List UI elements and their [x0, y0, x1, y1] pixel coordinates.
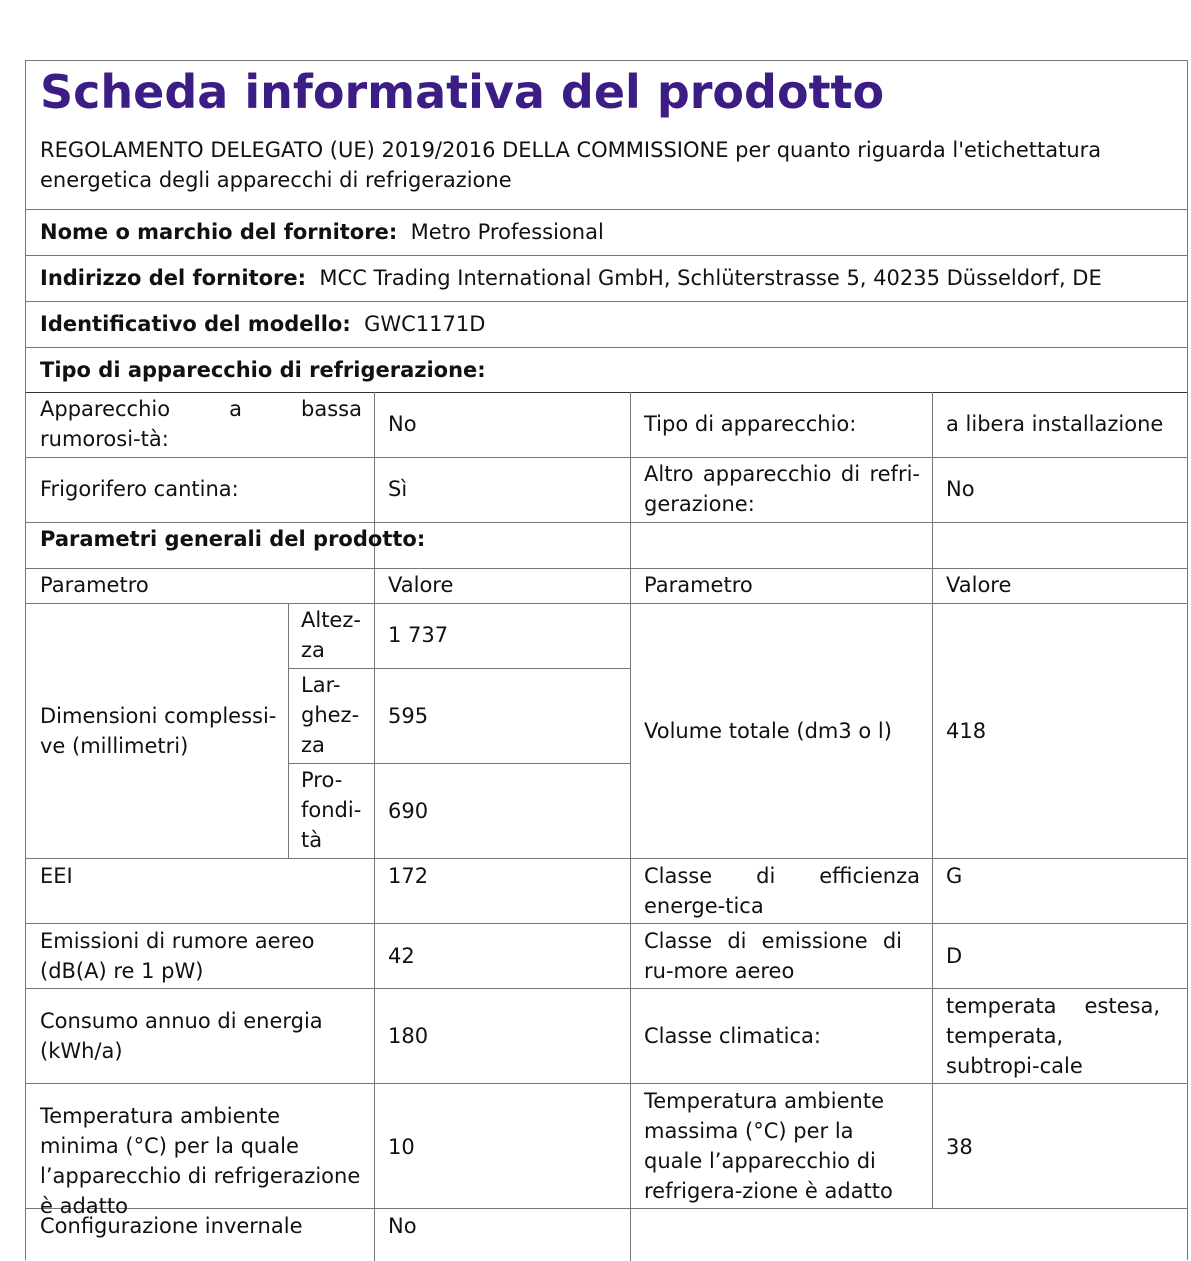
divider — [26, 392, 1187, 393]
divider — [26, 988, 1187, 989]
min-temp-label: Temperatura ambiente minima (°C) per la quale l’apparecchio di refrigerazione è adatto — [40, 1104, 361, 1218]
supplier-address-label: Indirizzo del fornitore: — [40, 266, 307, 290]
col-header-value2: Valore — [946, 573, 1012, 597]
supplier-name-label: Nome o marchio del fornitore: — [40, 220, 398, 244]
divider — [26, 522, 1187, 523]
type-row-1-param: Apparecchio a bassa rumorosi-tà: — [40, 397, 362, 451]
noise-class-label: Classe di emissione di ru-more aereo — [644, 929, 902, 983]
eei-value: 172 — [388, 864, 429, 888]
divider — [26, 568, 1187, 569]
divider — [26, 603, 1187, 604]
general-params-heading: Parametri generali del prodotto: — [40, 527, 426, 551]
eei-label: EEI — [40, 864, 73, 888]
height-label: Altez-za — [301, 608, 361, 662]
min-temp-value: 10 — [388, 1135, 415, 1159]
product-info-sheet — [25, 60, 1188, 1260]
regulation-subtitle: REGOLAMENTO DELEGATO (UE) 2019/2016 DELLA COMMISSIONE per quanto riguarda l'etichettatura energetica degli apparecchi di refrigerazione — [40, 138, 1102, 192]
winter-config-value: No — [388, 1214, 417, 1238]
type-row-1-value2: a libera installazione — [946, 412, 1164, 436]
model-id-row — [26, 301, 1187, 347]
divider — [932, 392, 933, 568]
max-temp-label: Temperatura ambiente massima (°C) per la quale l’apparecchio di refrigera-zione è adatto — [644, 1089, 893, 1203]
divider — [630, 568, 631, 1261]
type-row-2-value: Sì — [388, 477, 408, 501]
noise-emission-label: Emissioni di rumore aereo (dB(A) re 1 pW) — [40, 929, 315, 983]
type-row-1-value: No — [388, 412, 417, 436]
col-header-param: Parametro — [40, 573, 149, 597]
width-value: 595 — [388, 704, 429, 728]
type-row-2-value2: No — [946, 477, 975, 501]
width-label: Lar-ghez-za — [301, 673, 360, 757]
winter-config-label: Configurazione invernale — [40, 1214, 303, 1238]
noise-class-value: D — [946, 944, 963, 968]
type-row-1-param2: Tipo di apparecchio: — [644, 412, 857, 436]
dimensions-label: Dimensioni complessi-ve (millimetri) — [40, 704, 277, 758]
page-title: Scheda informativa del prodotto — [40, 65, 885, 119]
divider — [288, 763, 630, 764]
col-header-value: Valore — [388, 573, 454, 597]
model-id-value: GWC1171D — [364, 312, 486, 336]
model-id-label: Identificativo del modello: — [40, 312, 351, 336]
supplier-address-row — [26, 255, 1187, 301]
divider — [26, 1083, 1187, 1084]
depth-value: 690 — [388, 799, 429, 823]
appliance-type-heading: Tipo di apparecchio di refrigerazione: — [40, 358, 486, 382]
divider — [288, 668, 630, 669]
energy-class-label: Classe di efficienza energe-tica — [644, 864, 920, 918]
energy-class-value: G — [946, 864, 963, 888]
depth-label: Pro-fondi-tà — [301, 768, 362, 852]
climate-class-value: temperata estesa, temperata, subtropi-cale — [946, 994, 1160, 1078]
type-row-2-param: Frigorifero cantina: — [40, 477, 239, 501]
supplier-address-value: MCC Trading International GmbH, Schlüterstrasse 5, 40235 Düsseldorf, DE — [319, 266, 1102, 290]
height-value: 1 737 — [388, 623, 449, 647]
divider — [374, 568, 375, 1261]
divider — [26, 858, 1187, 859]
climate-class-label: Classe climatica: — [644, 1024, 821, 1048]
volume-value: 418 — [946, 719, 987, 743]
divider — [288, 603, 289, 858]
noise-emission-value: 42 — [388, 944, 415, 968]
divider — [630, 392, 631, 568]
volume-label: Volume totale (dm3 o l) — [644, 719, 892, 743]
divider — [26, 923, 1187, 924]
col-header-param2: Parametro — [644, 573, 753, 597]
supplier-name-value: Metro Professional — [410, 220, 604, 244]
supplier-name-row — [26, 209, 1187, 255]
annual-energy-label: Consumo annuo di energia (kWh/a) — [40, 1009, 323, 1063]
appliance-type-heading-row — [26, 347, 1187, 392]
annual-energy-value: 180 — [388, 1024, 429, 1048]
type-row-2-param2: Altro apparecchio di refri-gerazione: — [644, 462, 920, 516]
max-temp-value: 38 — [946, 1135, 973, 1159]
divider — [932, 568, 933, 1208]
divider — [26, 457, 1187, 458]
